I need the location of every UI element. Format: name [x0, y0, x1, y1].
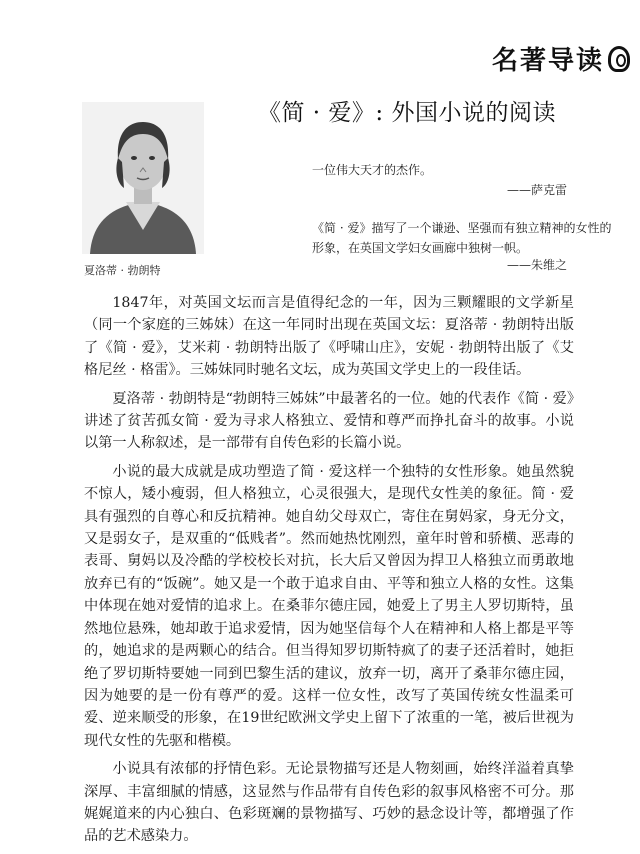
paragraph: 夏洛蒂 · 勃朗特是“勃朗特三姊妹”中最著名的一位。她的代表作《简 · 爱》讲述了贫苦孤女简 · 爱为寻求人格独立、爱情和尊严而挣扎奋斗的故事。小说以第一人称叙述，是一部带有自传色彩的长篇小说。 — [84, 390, 574, 452]
quote-text: 《简 · 爱》描写了一个谦逊、坚强而有独立精神的女性的形象，在英国文学妇女画廊中独树一帜。 — [312, 221, 612, 255]
quote-source: ——萨克雷 — [507, 183, 568, 197]
paragraph: 1847年，对英国文坛而言是值得纪念的一年，因为三颗耀眼的文学新星（同一个家庭的三姊妹）在这一年同时出现在英国文坛：夏洛蒂 · 勃朗特出版了《简 · 爱》，艾米莉 · 勃朗特出版了《呼啸山庄》，安妮 · 勃朗特出版了《艾格尼丝 · 格雷》。三姊妹同时驰名文坛，成为英国文学史上的一段佳话。 — [84, 295, 574, 379]
section-header — [492, 40, 630, 77]
section-logo-icon — [608, 46, 630, 72]
section-title: 名著导读 — [491, 46, 604, 76]
article-body — [84, 292, 574, 854]
quote-source: ——朱维之 — [507, 258, 568, 272]
paragraph: 小说具有浓郁的抒情色彩。无论景物描写还是人物刻画，始终洋溢着真挚深厚、丰富细腻的情感，这显然与作品带有自传色彩的叙事风格密不可分。那娓娓道来的内心独白、色彩斑斓的景物描写、巧妙的悬念设计等，都增强了作品的艺术感染力。 — [84, 761, 574, 845]
portrait-caption: 夏洛蒂 · 勃朗特 — [84, 264, 161, 277]
paragraph: 小说的最大成就是成功塑造了简 · 爱这样一个独特的女性形象。她虽然貌不惊人，矮小瘦弱，但人格独立，心灵很强大，是现代女性美的象征。简 · 爱具有强烈的自尊心和反抗精神。她自幼父母双亡，寄住在舅妈家，身无分文，又是弱女子，是双重的“低贱者”。然而她热忱刚烈，童年时曾和骄横、恶毒的表哥、舅妈以及冷酷的学校校长对抗，长大后又曾因为捍卫人格独立而勇敢地放弃已有的“饭碗”。她又是一个敢于追求自由、平等和独立人格的女性。这集中体现在她对爱情的追求上。在桑菲尔德庄园，她爱上了男主人罗切斯特，虽然地位悬殊，她却敢于追求爱情，因为她坚信每个人在精神和人格上都是平等的，她追求的是两颗心的结合。但当得知罗切斯特疯了的妻子还活着时，她拒绝了罗切斯特要她一同到巴黎生活的建议，放弃一切，离开了桑菲尔德庄园，因为她要的是一份有尊严的爱。这样一位女性，改写了英国传统女性温柔可爱、逆来顺受的形象，在19世纪欧洲文学史上留下了浓重的一笔，被后世视为现代女性的先驱和楷模。 — [84, 463, 574, 749]
article-title: 《简 · 爱》: 外国小说的阅读 — [258, 100, 556, 126]
quote-text: 一位伟大天才的杰作。 — [312, 163, 433, 177]
author-portrait — [82, 102, 204, 254]
